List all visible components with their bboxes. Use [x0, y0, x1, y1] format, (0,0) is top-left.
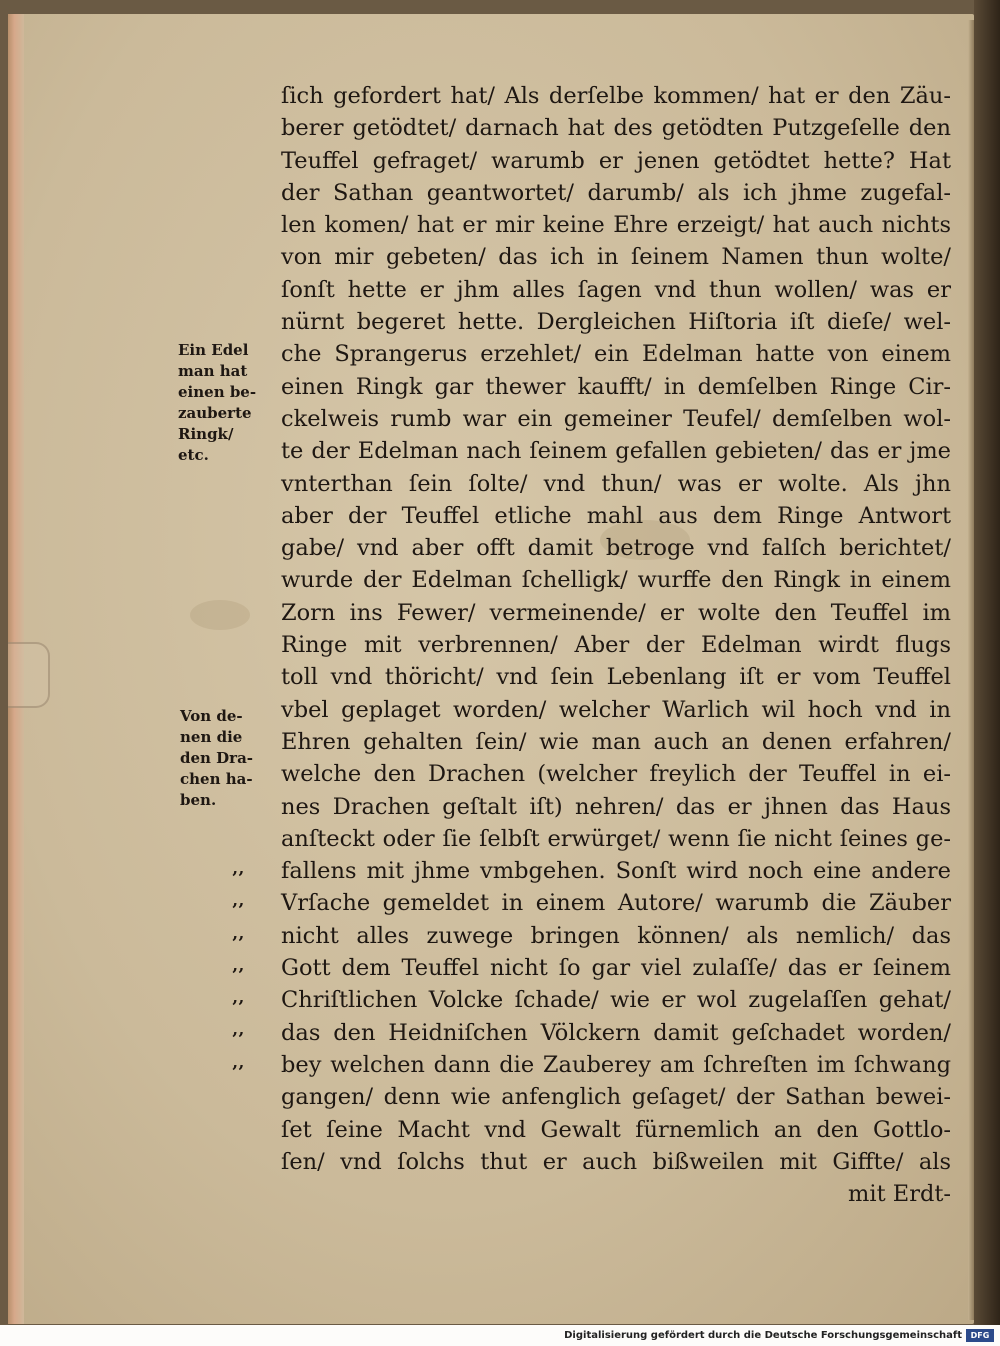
text-line: che Sprangerus erzehlet/ ein Edelman hatte von einem: [281, 341, 951, 368]
text-line: nes Drachen geſtalt iſt) nehren/ das er jhnen das Haus: [281, 793, 951, 820]
quote-mark: ‚‚: [232, 987, 245, 1009]
quote-mark: ‚‚: [232, 1051, 245, 1073]
body-text: [281, 80, 951, 1210]
quote-mark: ‚‚: [232, 954, 245, 976]
text-line: bey welchen dann die Zauberey am ſchreſten im ſchwang: [281, 1051, 951, 1078]
quotation-marks: [232, 853, 272, 1079]
text-line: Ehren gehalten ſein/ wie man auch an denen erfahren/: [281, 728, 951, 755]
marginal-line: einen be-: [178, 383, 257, 401]
text-line: das den Heidniſchen Völckern damit geſchadet worden/: [281, 1019, 951, 1046]
catchword: mit Erdt-: [848, 1181, 951, 1208]
text-line: aber der Teuffel etliche mahl aus dem Ringe Antwort: [281, 502, 951, 529]
text-line: vbel geplaget worden/ welcher Warlich wil hoch vnd in: [281, 696, 951, 723]
quote-mark: ‚‚: [232, 858, 245, 879]
marginal-line: man hat: [178, 362, 248, 380]
text-line: Chriſtlichen Volcke ſchade/ wie er wol zugelaſſen gehat/: [281, 987, 951, 1014]
text-line: vnterthan ſein ſolte/ vnd thun/ was er wolte. Als jhn: [281, 470, 951, 497]
page-gutter: [968, 20, 974, 1320]
text-line: anſteckt oder ſie ſelbſt erwürget/ wenn ſie nicht ſeines ge-: [281, 825, 951, 852]
quote-mark: ‚‚: [232, 922, 245, 944]
marginal-line: Ein Edel: [178, 341, 249, 359]
text-line: welche den Drachen (welcher freylich der Teuffel in ei-: [281, 761, 951, 788]
marginal-note-ring: [178, 340, 256, 466]
text-line: ſich gefordert hat/ Als derſelbe kommen/ hat er den Zäu-: [281, 83, 951, 109]
text-line: nürnt begeret hette. Dergleichen Hiſtoria iſt dieſe/ wel-: [281, 309, 951, 336]
text-line: Zorn ins Fewer/ vermeinende/ er wolte den Teuffel im: [281, 599, 951, 626]
text-line: Teuffel gefraget/ warumb er jenen getödtet hette? Hat: [281, 147, 951, 174]
text-line: ſen/ vnd ſolchs thut er auch bißweilen mit Giffte/ als: [281, 1148, 951, 1175]
clip-mark: [8, 642, 50, 708]
book-spine: [974, 0, 1000, 1325]
marginal-note-dragon: [180, 706, 253, 811]
text-line: Vrſache gemeldet in einem Autore/ warumb die Zäuber: [281, 890, 951, 917]
text-line: Ringe mit verbrennen/ Aber der Edelman wirdt flugs: [281, 632, 951, 659]
text-line: gabe/ vnd aber offt damit betroge vnd falſch berichtet/: [281, 535, 951, 562]
marginal-line: etc.: [178, 446, 209, 464]
text-line: gangen/ denn wie anfenglich geſaget/ der Sathan bewei-: [281, 1084, 951, 1111]
marginal-line: Von de-: [180, 707, 243, 725]
text-line: toll vnd thöricht/ vnd ſein Lebenlang iſt er vom Teuffel: [281, 664, 951, 691]
text-line: te der Edelman nach ſeinem gefallen gebieten/ das er jme: [281, 438, 951, 465]
text-line: ſonſt hette er jhm alles ſagen vnd thun wollen/ was er: [281, 276, 951, 303]
footer: [0, 1326, 1000, 1346]
marginal-line: ben.: [180, 791, 217, 809]
marginal-line: Ringk/: [178, 425, 234, 443]
text-line: nicht alles zuwege bringen können/ als nemlich/ das: [281, 922, 951, 949]
text-line: len komen/ hat er mir keine Ehre erzeigt/ hat auch nichts: [281, 212, 951, 239]
marginal-line: den Dra-: [180, 749, 254, 767]
quote-mark: ‚‚: [232, 890, 245, 912]
text-line: ſet ſeine Macht vnd Gewalt fürnemlich an den Gottlo-: [281, 1116, 951, 1143]
text-line: berer getödtet/ darnach hat des getödten Putzgeſelle den: [281, 115, 951, 142]
paper-stain: [190, 600, 250, 630]
text-line: von mir gebeten/ das ich in ſeinem Namen thun wolte/: [281, 244, 951, 271]
text-line: Gott dem Teuffel nicht ſo gar viel zulaſſe/ das er ſeinem: [281, 955, 951, 982]
marginal-line: nen die: [180, 728, 243, 746]
marginal-line: chen ha-: [180, 770, 253, 788]
text-line: fallens mit jhme vmbgehen. Sonſt wird noch eine andere: [281, 858, 951, 885]
quote-mark: ‚‚: [232, 1019, 245, 1041]
funding-credit: Digitalisierung gefördert durch die Deutsche Forschungsgemeinschaft: [564, 1330, 962, 1341]
text-line: ckelweis rumb war ein gemeiner Teufel/ demſelben wol-: [281, 405, 951, 432]
text-line: wurde der Edelman ſchelligk/ wurffe den Ringk in einem: [281, 567, 951, 594]
text-line: der Sathan geantwortet/ darumb/ als ich jhme zugefal-: [281, 179, 951, 206]
dfg-logo-icon: DFG: [966, 1329, 994, 1342]
text-line: einen Ringk gar thewer kaufft/ in demſelben Ringe Cir-: [281, 373, 951, 400]
marginal-line: zauberte: [178, 404, 252, 422]
